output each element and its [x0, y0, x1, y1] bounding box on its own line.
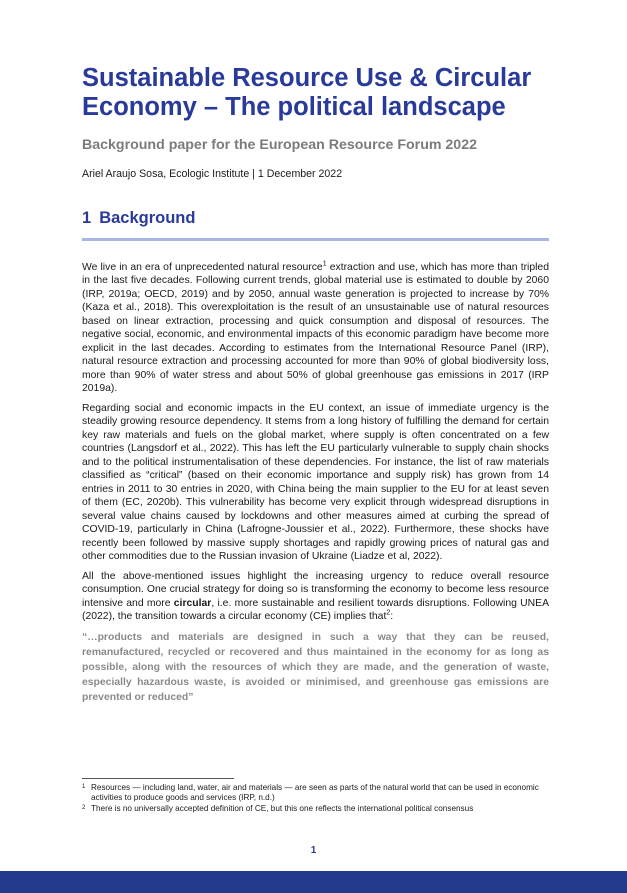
- paragraph-3: [82, 570, 549, 624]
- page-number: 1: [310, 845, 317, 856]
- paragraph-2: Regarding social and economic impacts in the EU context, an issue of immediate urgency is the steadily growing resource dependency. It stems from a long history of fulfilling the demand for certain key raw materials and fuels on the global market, where supply is often concentrated on a few countries (Langsdorf et al., 2022). This has left the EU particularly vulnerable to supply chain shocks and to the political instrumentalisation of these dependencies. For instance, the list of raw materials classified as “critical” (based on their economic importance and supply risk) has grown from 14 entries in 2011 to 30 entries in 2020, with China being the main supplier to the EU for at least seven of them (EC, 2020b). This vulnerability has become very explicit through widespread disruptions in several value chains caused by lockdowns and other measures aimed at curbing the spread of COVID-19, particularly in China (Lafrogne-Joussier et al., 2022). Furthermore, these shocks have recently been followed by massive supply shortages and rapidly growing prices of natural gas and other commodities due to the Russian invasion of Ukraine (Liadze et al, 2022).: [82, 403, 549, 563]
- footnote-separator: [82, 778, 234, 779]
- footnote-2-mark: 2: [82, 804, 86, 811]
- paragraph-3-text-c: :: [390, 611, 394, 623]
- paragraph-3-text-a: All the above-mentioned issues highlight the increasing urgency to reduce overall resource consumption. One crucial strategy for doing so is transforming the economy to become less resource intensive and more: [82, 570, 549, 609]
- footnote-1: [82, 783, 549, 804]
- definition-quote: “…products and materials are designed in such a way that they can be reused, remanufactured, recycled or recovered and thus maintained in the economy for as long as possible, along with the resources of which they are made, and the generation of waste, especially hazardous waste, is avoided or minimised, and greenhouse gas emissions are prevented or reduced”: [82, 632, 549, 704]
- section-heading-rule: [82, 238, 549, 241]
- footnote-ref-1[interactable]: 1: [322, 260, 327, 268]
- document-title: Sustainable Resource Use & Circular Economy – The political landscape: [82, 64, 532, 121]
- footnote-1-mark: 1: [82, 784, 86, 790]
- footnote-1-text: Resources — including land, water, air and materials — are seen as parts of the natural world that can be used in economic activities to produce goods and services (IRP, n.d.): [91, 783, 539, 803]
- section-title: Background: [99, 209, 196, 227]
- footer-band: [0, 871, 627, 893]
- footnote-2-text: There is no universally accepted definition of CE, but this one reflects the international political consensus: [91, 803, 474, 813]
- paragraph-3-emphasis: circular: [173, 597, 212, 609]
- document-subtitle: Background paper for the European Resource Forum 2022: [82, 137, 477, 153]
- footnote-2: [82, 804, 549, 814]
- paragraph-1-text-a: We live in an era of unprecedented natural resource: [82, 262, 323, 273]
- paragraph-1: [82, 261, 549, 396]
- footnote-ref-2[interactable]: 2: [386, 609, 391, 617]
- paragraph-1-text-b: extraction and use, which has more than tripled in the last five decades. Following current trends, global material use is estimated to double by 2060 (IRP, 2019a; OECD, 2019) and by 2050, annual waste generation is projected to increase by 70% (Kaza et al., 2018). This overexploitation is the result of an unsustainable use of natural resources based on linear extraction, processing and quick consumption and disposal of resources. The negative social, economic, and environmental impacts of this economic paradigm have become more explicit in the last decades. According to estimates from the International Resource Panel (IRP), natural resource extraction and processing accounted for more than 90% of global biodiversity loss, more than 90% of water stress and about 50% of global greenhouse gas emissions in 2017 (IRP 2019a).: [82, 262, 549, 395]
- footnotes: [82, 783, 549, 814]
- body-text: [82, 261, 549, 705]
- section-number: 1: [82, 209, 92, 227]
- byline: Ariel Araujo Sosa, Ecologic Institute | 1 December 2022: [82, 168, 343, 180]
- paragraph-3-text-b: , i.e. more sustainable and resilient towards disruptions. Following UNEA (2022), the transition towards a circular economy (CE) implies that: [82, 597, 549, 623]
- section-heading: [82, 209, 195, 228]
